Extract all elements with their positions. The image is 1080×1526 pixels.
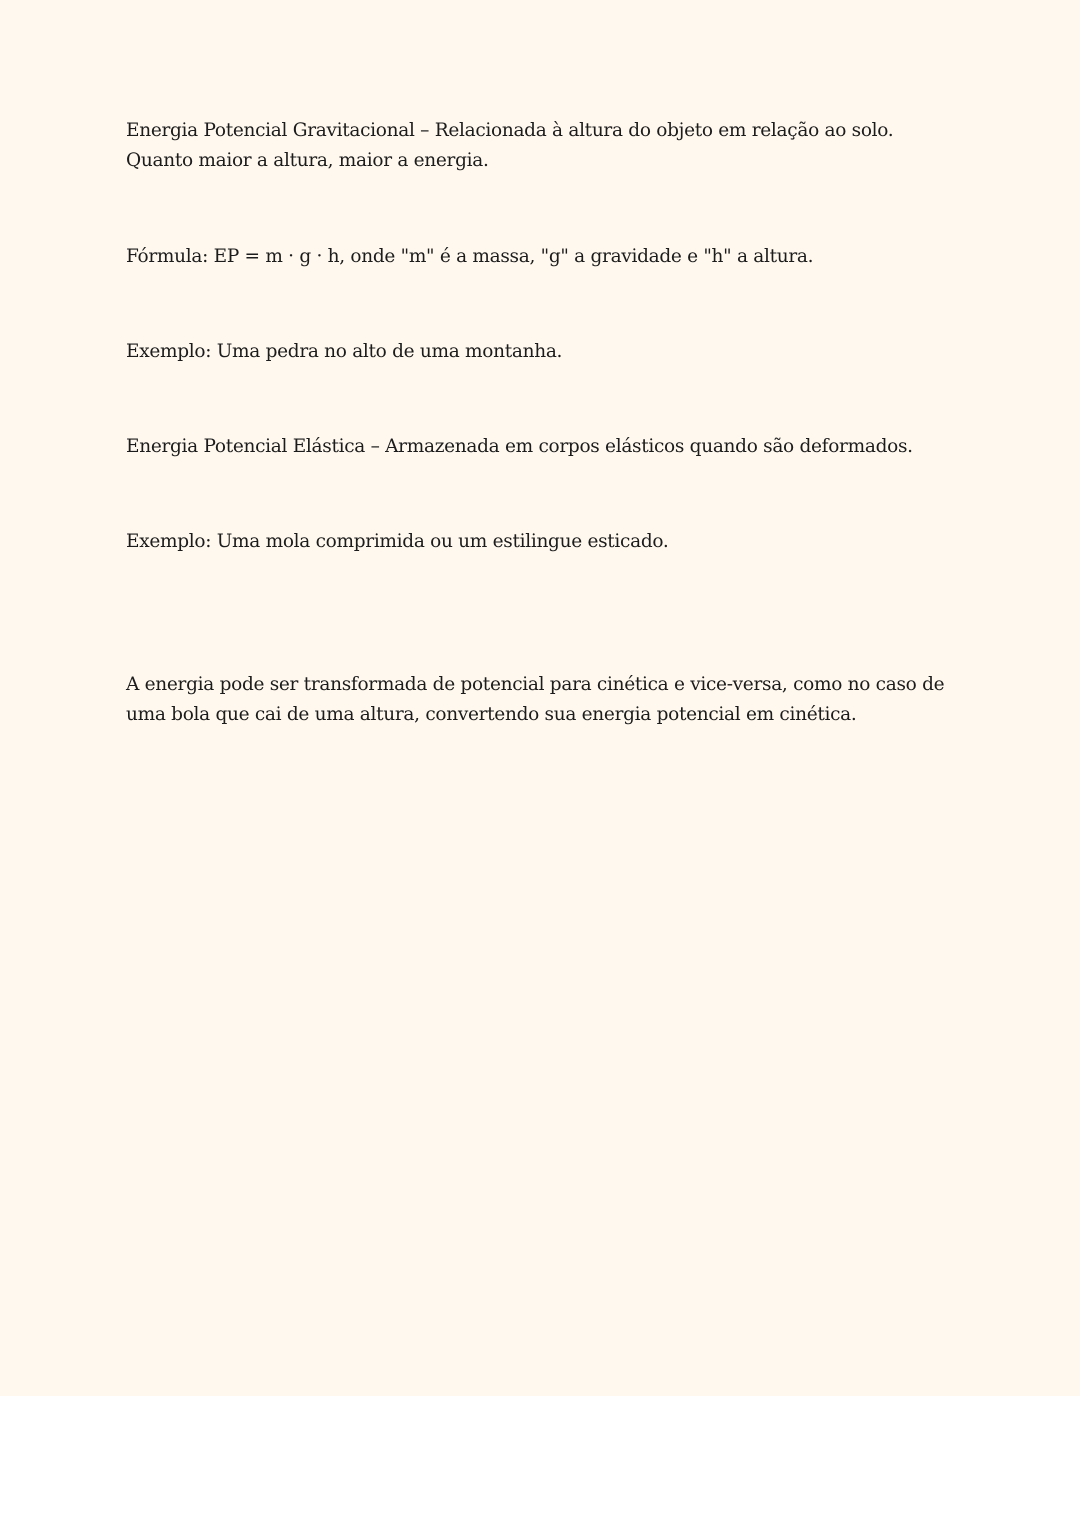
- paragraph-example-stone: Exemplo: Uma pedra no alto de uma montanha.: [126, 341, 563, 362]
- paragraph-elastic-energy: Energia Potencial Elástica – Armazenada em corpos elásticos quando são deformados.: [126, 436, 913, 457]
- paragraph-formula: Fórmula: EP = m · g · h, onde "m" é a massa, "g" a gravidade e "h" a altura.: [126, 246, 814, 267]
- paragraph-example-spring: Exemplo: Uma mola comprimida ou um estilingue esticado.: [126, 531, 669, 552]
- paragraph-gravitational-energy: Energia Potencial Gravitacional – Relacionada à altura do objeto em relação ao solo. Quanto maior a altura, maior a energia.: [126, 120, 894, 171]
- paragraph-energy-transformation: A energia pode ser transformada de potencial para cinética e vice-versa, como no caso de uma bola que cai de uma altura, convertendo sua energia potencial em cinética.: [126, 674, 945, 725]
